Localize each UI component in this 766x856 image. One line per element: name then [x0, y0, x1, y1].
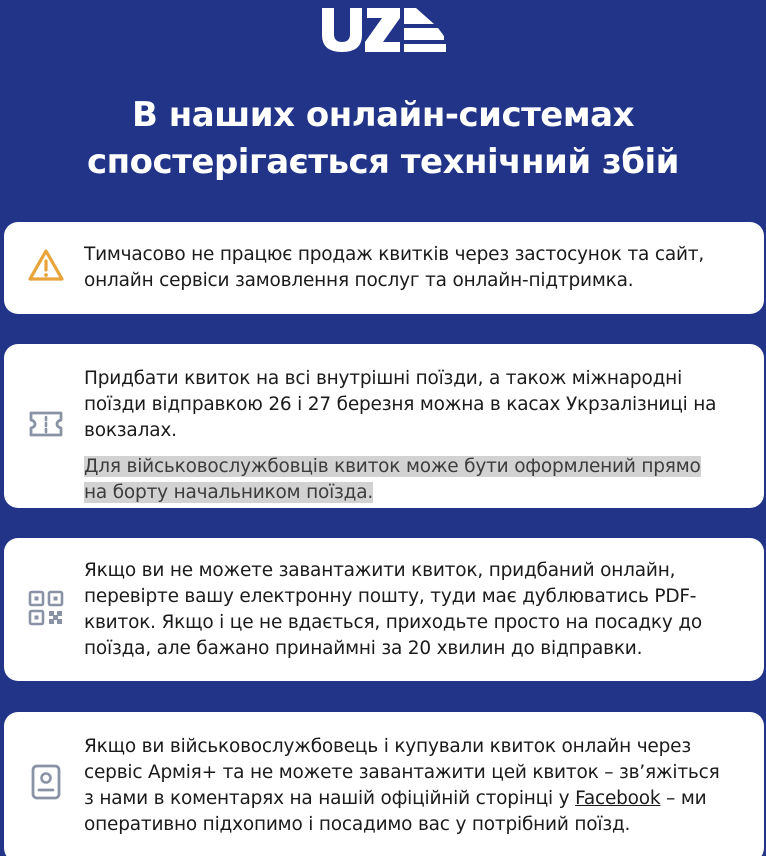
uz-logo: [320, 6, 448, 54]
id-card-icon: [26, 762, 66, 802]
info-card-text: [84, 366, 724, 506]
card-1-text: Тимчасово не працює продаж квитків через застосунок та сайт, онлайн сервіси замовлення послуг та онлайн-підтримка.: [84, 244, 705, 291]
card-3-text: Якщо ви не можете завантажити квиток, придбаний онлайн, перевірте вашу електронну пошту, туди має дублюватись PDF-квиток. Якщо і це не вдається, приходьте просто на посадку до поїзда, але бажано принаймні за 20 хвилин до відправки.: [84, 560, 703, 659]
ticket-icon: [26, 404, 66, 444]
info-card-buy-at-station: [4, 344, 764, 508]
facebook-link[interactable]: Facebook: [575, 788, 661, 809]
card-4-text-after: – ми оперативно підхопимо і посадимо вас у потрібний поїзд.: [84, 788, 707, 835]
page-title-line-2: спостерігається технічний збій: [87, 142, 679, 182]
info-card-sales-suspended: [4, 222, 764, 314]
card-4-text-before: Якщо ви військовослужбовець і купували квиток онлайн через сервіс Армія+ та не можете завантажити цей квиток – зв’яжіться з нами в коментарях на нашій офіційній сторінці у: [84, 736, 720, 809]
military-note-highlight: Для військовослужбовців квиток може бути оформлений прямо на борту начальником поїзда.: [84, 456, 701, 503]
qr-code-icon: [26, 588, 66, 628]
page-title-line-1: В наших онлайн-системах: [131, 95, 635, 135]
info-card-military-online: [4, 712, 764, 856]
card-2-text: Придбати квиток на всі внутрішні поїзди, а також міжнародні поїзди відправкою 26 і 27 березня можна в касах Укрзалізниці на вокзалах.: [84, 368, 717, 441]
info-card-text: [84, 558, 724, 662]
info-card-download-ticket: [4, 538, 764, 681]
warning-icon: [26, 246, 66, 286]
page-title: [0, 92, 766, 186]
info-card-text: [84, 242, 724, 294]
info-card-text: [84, 734, 724, 838]
